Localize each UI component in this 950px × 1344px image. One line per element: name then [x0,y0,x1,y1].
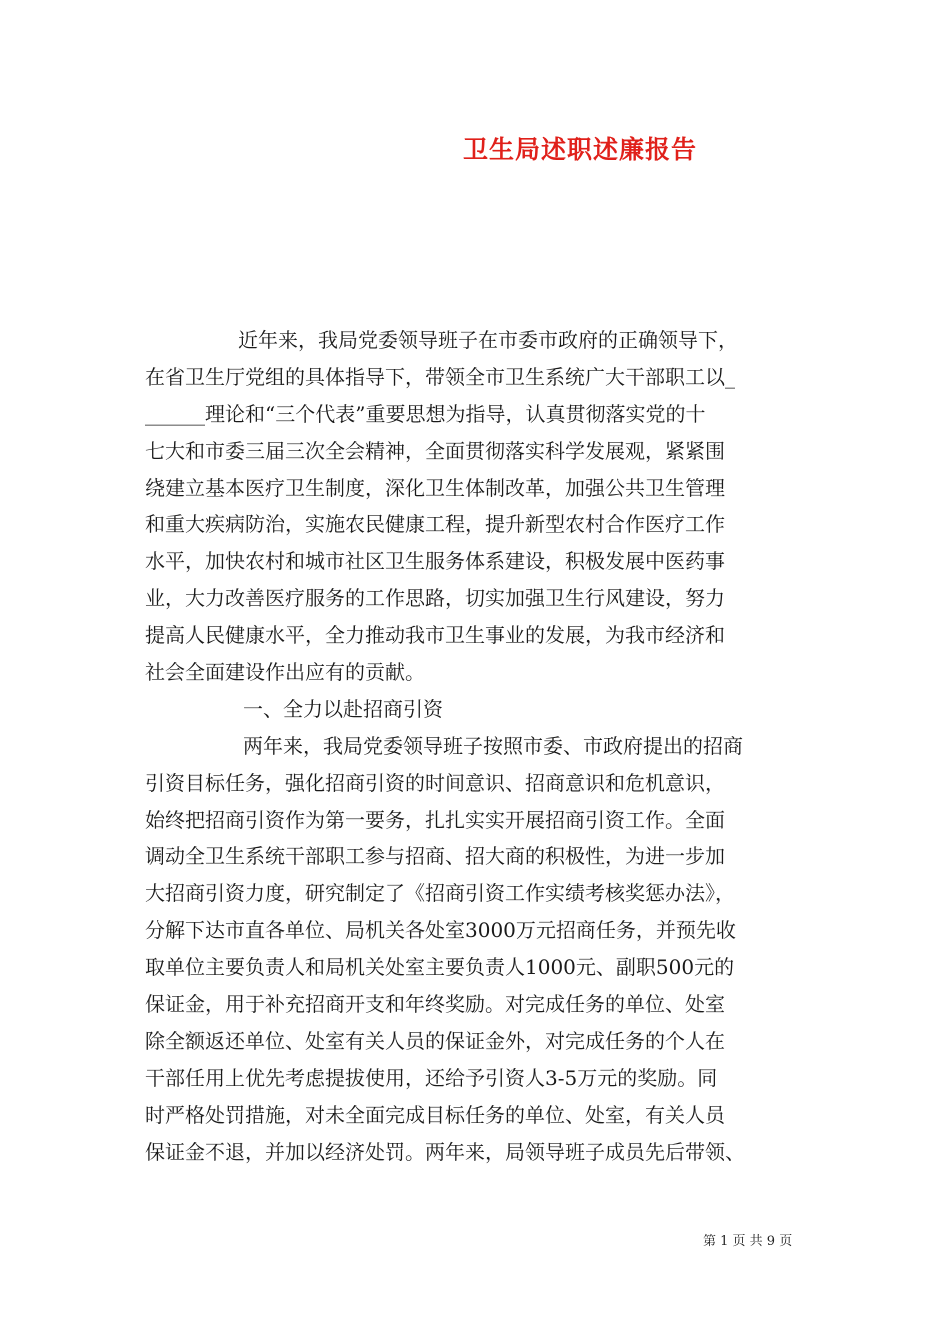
text-line: 水平，加快农村和城市社区卫生服务体系建设，积极发展中医药事 [145,549,725,574]
text-line: 保证金，用于补充招商开支和年终奖励。对完成任务的单位、处室 [145,992,725,1017]
text-line: 在省卫生厅党组的具体指导下，带领全市卫生系统广大干部职工以_ [145,364,735,389]
text-line: 七大和市委三届三次全会精神，全面贯彻落实科学发展观，紧紧围 [145,438,725,463]
page-title: 卫生局述职述廉报告 [462,135,697,164]
text-line: 除全额返还单位、处室有关人员的保证金外，对完成任务的个人在 [145,1028,725,1053]
text-line: 取单位主要负责人和局机关处室主要负责人1000元、副职500元的 [145,955,735,980]
text-line: 分解下达市直各单位、局机关各处室3000万元招商任务，并预先收 [145,918,736,943]
text-line: ______理论和“三个代表”重要思想为指导，认真贯彻落实党的十 [145,401,706,426]
text-line: 保证金不退，并加以经济处罚。两年来，局领导班子成员先后带领、 [145,1139,745,1164]
page-number-footer: 第 1 页 共 9 页 [703,1234,793,1249]
text-line: 提高人民健康水平，全力推动我市卫生事业的发展，为我市经济和 [145,623,725,648]
text-line: 干部任用上优先考虑提拔使用，还给予引资人3-5万元的奖励。同 [145,1065,718,1090]
text-line: 大招商引资力度，研究制定了《招商引资工作实绩考核奖惩办法》， [145,881,735,906]
text-line: 始终把招商引资作为第一要务，扎扎实实开展招商引资工作。全面 [145,807,725,832]
text-line: 业，大力改善医疗服务的工作思路，切实加强卫生行风建设，努力 [145,586,725,611]
text-line: 调动全卫生系统干部职工参与招商、招大商的积极性，为进一步加 [145,844,725,869]
text-line: 近年来，我局党委领导班子在市委市政府的正确领导下， [238,328,738,352]
text-line: 引资目标任务，强化招商引资的时间意识、招商意识和危机意识， [145,770,725,795]
text-line: 时严格处罚措施，对未全面完成目标任务的单位、处室，有关人员 [145,1102,725,1127]
text-line: 和重大疾病防治，实施农民健康工程，提升新型农村合作医疗工作 [145,512,725,537]
body-text [145,322,813,1170]
text-line: 一、全力以赴招商引资 [243,696,443,721]
text-line: 绕建立基本医疗卫生制度，深化卫生体制改革，加强公共卫生管理 [145,475,725,500]
text-line: 社会全面建设作出应有的贡献。 [145,660,425,685]
text-line: 两年来，我局党委领导班子按照市委、市政府提出的招商 [243,733,743,758]
